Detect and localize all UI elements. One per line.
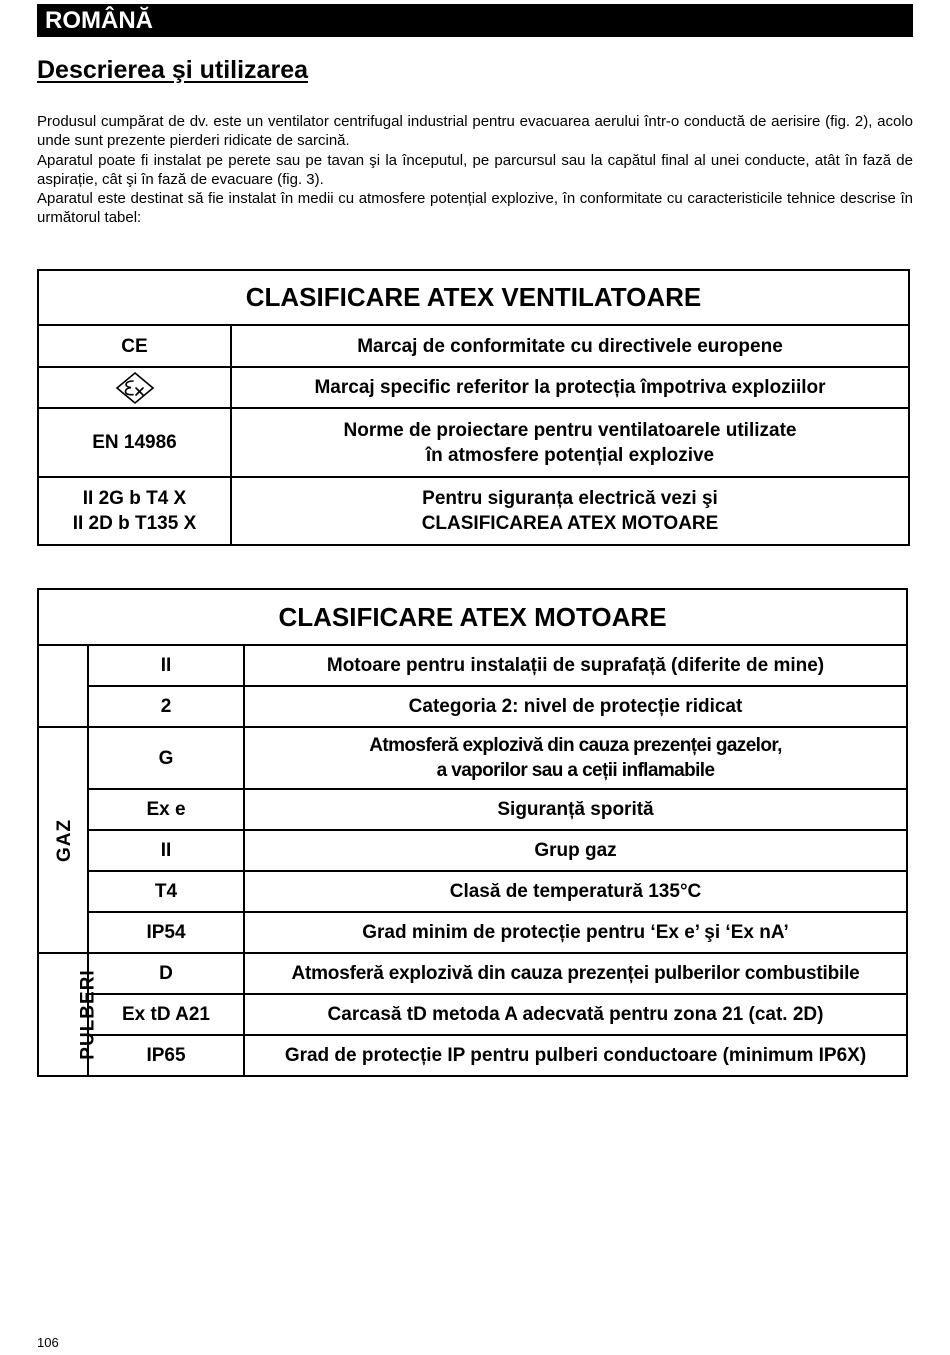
table-title: CLASIFICARE ATEX VENTILATOARE — [38, 270, 909, 325]
description-line: a vaporilor sau a ceții inflamabile — [436, 760, 715, 781]
row-code: G — [88, 727, 244, 789]
table-row — [38, 912, 907, 953]
table-row — [38, 408, 909, 477]
description-line: CLASIFICAREA ATEX MOTOARE — [421, 513, 719, 534]
table-row — [38, 727, 907, 789]
description-line: Norme de proiectare pentru ventilatoarele utilizate — [343, 419, 797, 441]
row-description: Clasă de temperatură 135°C — [244, 871, 907, 912]
row-code — [38, 367, 231, 408]
table-row — [38, 830, 907, 871]
row-description: Marcaj de conformitate cu directivele europene — [231, 325, 909, 367]
atex-motors-table — [37, 588, 908, 1077]
page-number: 106 — [37, 1335, 59, 1350]
row-code: Ex tD A21 — [88, 994, 244, 1035]
table-row — [38, 871, 907, 912]
ex-symbol-icon — [115, 371, 155, 405]
intro-paragraph-3: Aparatul este destinat să fie instalat în medii cu atmosfere potențial explozive, în conformitate cu caracteristicile tehnice descrise în următorul tabel: — [37, 190, 913, 227]
row-description: Siguranță sporită — [244, 789, 907, 830]
row-code: IP54 — [88, 912, 244, 953]
row-description: Carcasă tD metoda A adecvată pentru zona 21 (cat. 2D) — [244, 994, 907, 1035]
row-code: IP65 — [88, 1035, 244, 1076]
description-line: Atmosferă explozivă din cauza prezenței gazelor, — [369, 735, 782, 756]
intro-paragraph-2: Aparatul poate fi instalat pe perete sau pe tavan şi la începutul, pe parcursul sau la capătul final al unei conducte, atât în fază de aspirație, cât şi în fază de evacuare (fig. 3). — [37, 151, 913, 188]
intro-paragraph-1: Produsul cumpărat de dv. este un ventilator centrifugal industrial pentru evacuarea aerului într-o conductă de aerisire (fig. 2), acolo unde sunt prezente pierderi ridicate de sarcină. — [37, 113, 913, 150]
intro-text — [37, 112, 913, 228]
group-label-gaz: GAZ — [54, 818, 76, 862]
table-row — [38, 1035, 907, 1076]
row-description: Atmosferă explozivă din cauza prezenței pulberilor combustibile — [244, 953, 907, 994]
row-code: Ex e — [88, 789, 244, 830]
row-description — [231, 408, 909, 477]
row-description: Grad de protecție IP pentru pulberi conductoare (minimum IP6X) — [244, 1035, 907, 1076]
table-row — [38, 325, 909, 367]
table-row — [38, 367, 909, 408]
table-title: CLASIFICARE ATEX MOTOARE — [38, 589, 907, 645]
description-line: în atmosfere potențial explozive — [425, 444, 715, 466]
table-row — [38, 686, 907, 727]
row-code: EN 14986 — [38, 408, 231, 477]
section-title: Descrierea şi utilizarea — [37, 56, 308, 84]
description-line: Pentru siguranța electrică vezi şi — [422, 488, 718, 509]
group-gaz-cell — [38, 727, 88, 953]
row-description: Grup gaz — [244, 830, 907, 871]
row-code: CE — [38, 325, 231, 367]
group-cell-empty — [38, 645, 88, 727]
row-description — [244, 727, 907, 789]
atex-fans-table — [37, 269, 910, 546]
table-row — [38, 994, 907, 1035]
group-pulberi-cell — [38, 953, 99, 1076]
row-code: 2 — [88, 686, 244, 727]
row-code: T4 — [88, 871, 244, 912]
row-description: Motoare pentru instalații de suprafață (diferite de mine) — [244, 645, 907, 686]
row-description: Grad minim de protecție pentru ‘Ex e’ şi ‘Ex nA’ — [244, 912, 907, 953]
code-line: II 2G b T4 X — [82, 488, 187, 509]
row-code: II — [88, 645, 244, 686]
row-description: Categoria 2: nivel de protecție ridicat — [244, 686, 907, 727]
row-description — [231, 477, 909, 545]
table-row — [38, 477, 909, 545]
table-row — [38, 953, 907, 994]
row-code: II — [88, 830, 244, 871]
group-label-pulberi: PULBERI — [77, 969, 99, 1060]
row-description: Marcaj specific referitor la protecția împotriva exploziilor — [231, 367, 909, 408]
table-row — [38, 789, 907, 830]
row-code — [38, 477, 231, 545]
language-header: ROMÂNĂ — [37, 4, 913, 37]
table-row — [38, 645, 907, 686]
row-code: D — [88, 953, 244, 994]
code-line: II 2D b T135 X — [72, 513, 197, 534]
